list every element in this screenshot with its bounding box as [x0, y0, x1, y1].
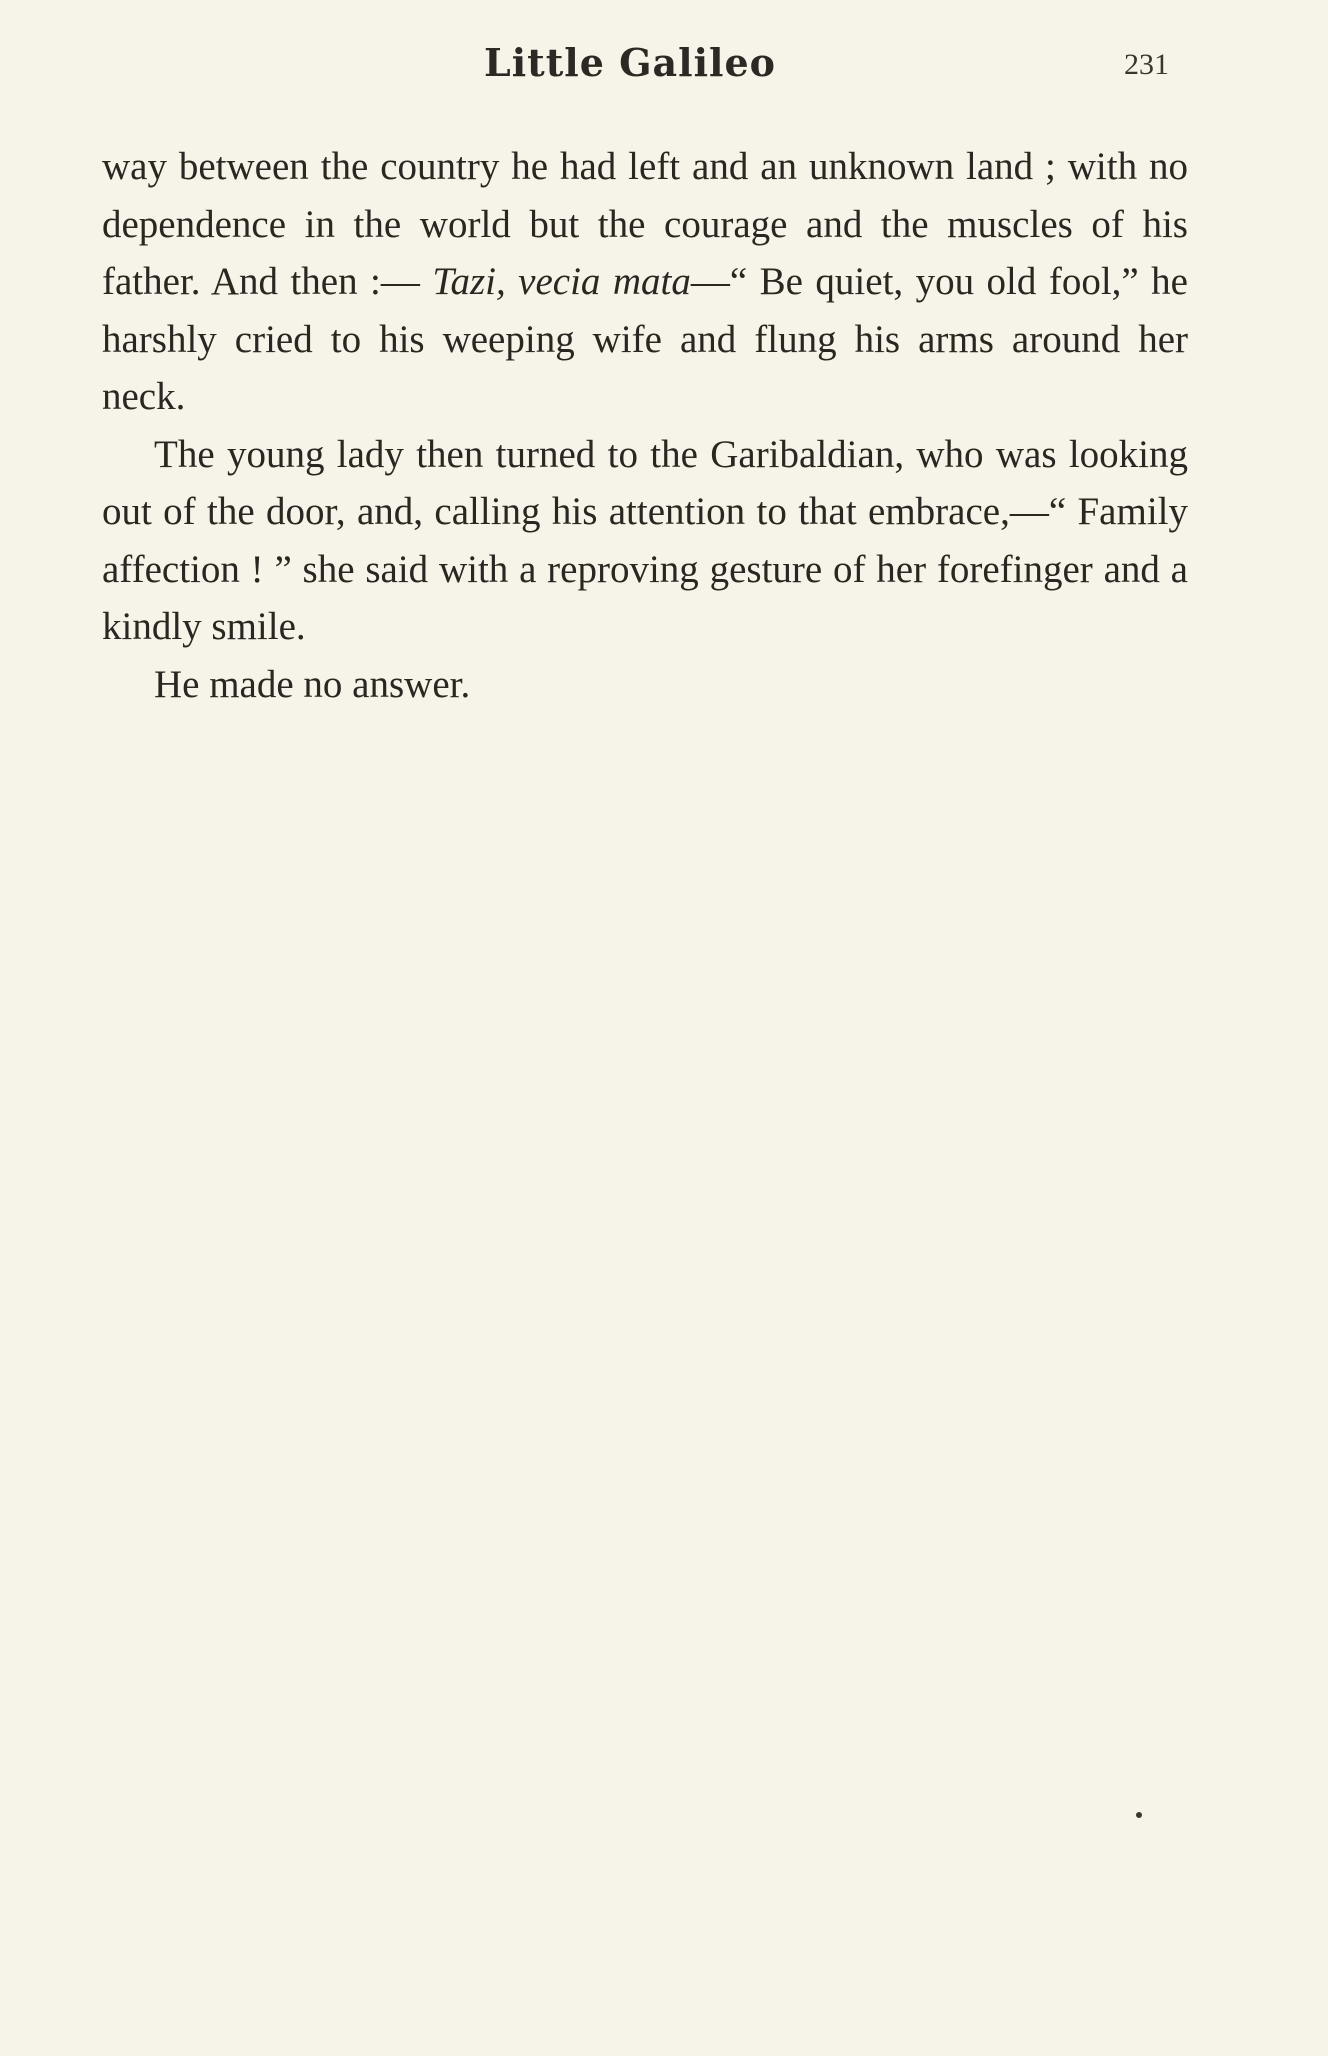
- body-text: [102, 138, 1188, 713]
- paragraph-1-text-start: way between the country he had left and an unknown land ; with no dependence in the world but the courage and the muscles of his father. And then :—: [102, 145, 1188, 303]
- running-title: Little Galileo: [484, 40, 777, 85]
- running-head: [0, 40, 1328, 100]
- paragraph-3: He made no answer.: [154, 662, 471, 706]
- paragraph-1-text-end: —“ Be quiet, you old fool,” he harshly cried to his weeping wife and flung his arms around her neck.: [102, 260, 1188, 418]
- paragraph-continued: [102, 138, 1188, 426]
- foreign-phrase: Tazi, vecia mata: [432, 260, 691, 303]
- paragraph-2: The young lady then turned to the Garibaldian, who was looking out of the door, and, calling his attention to that embrace,—“ Family affection ! ” she said with a reproving gesture of her forefinger and a kindly smile.: [102, 432, 1188, 648]
- page-number: 231: [1124, 48, 1169, 81]
- ink-speck: [1136, 1812, 1142, 1818]
